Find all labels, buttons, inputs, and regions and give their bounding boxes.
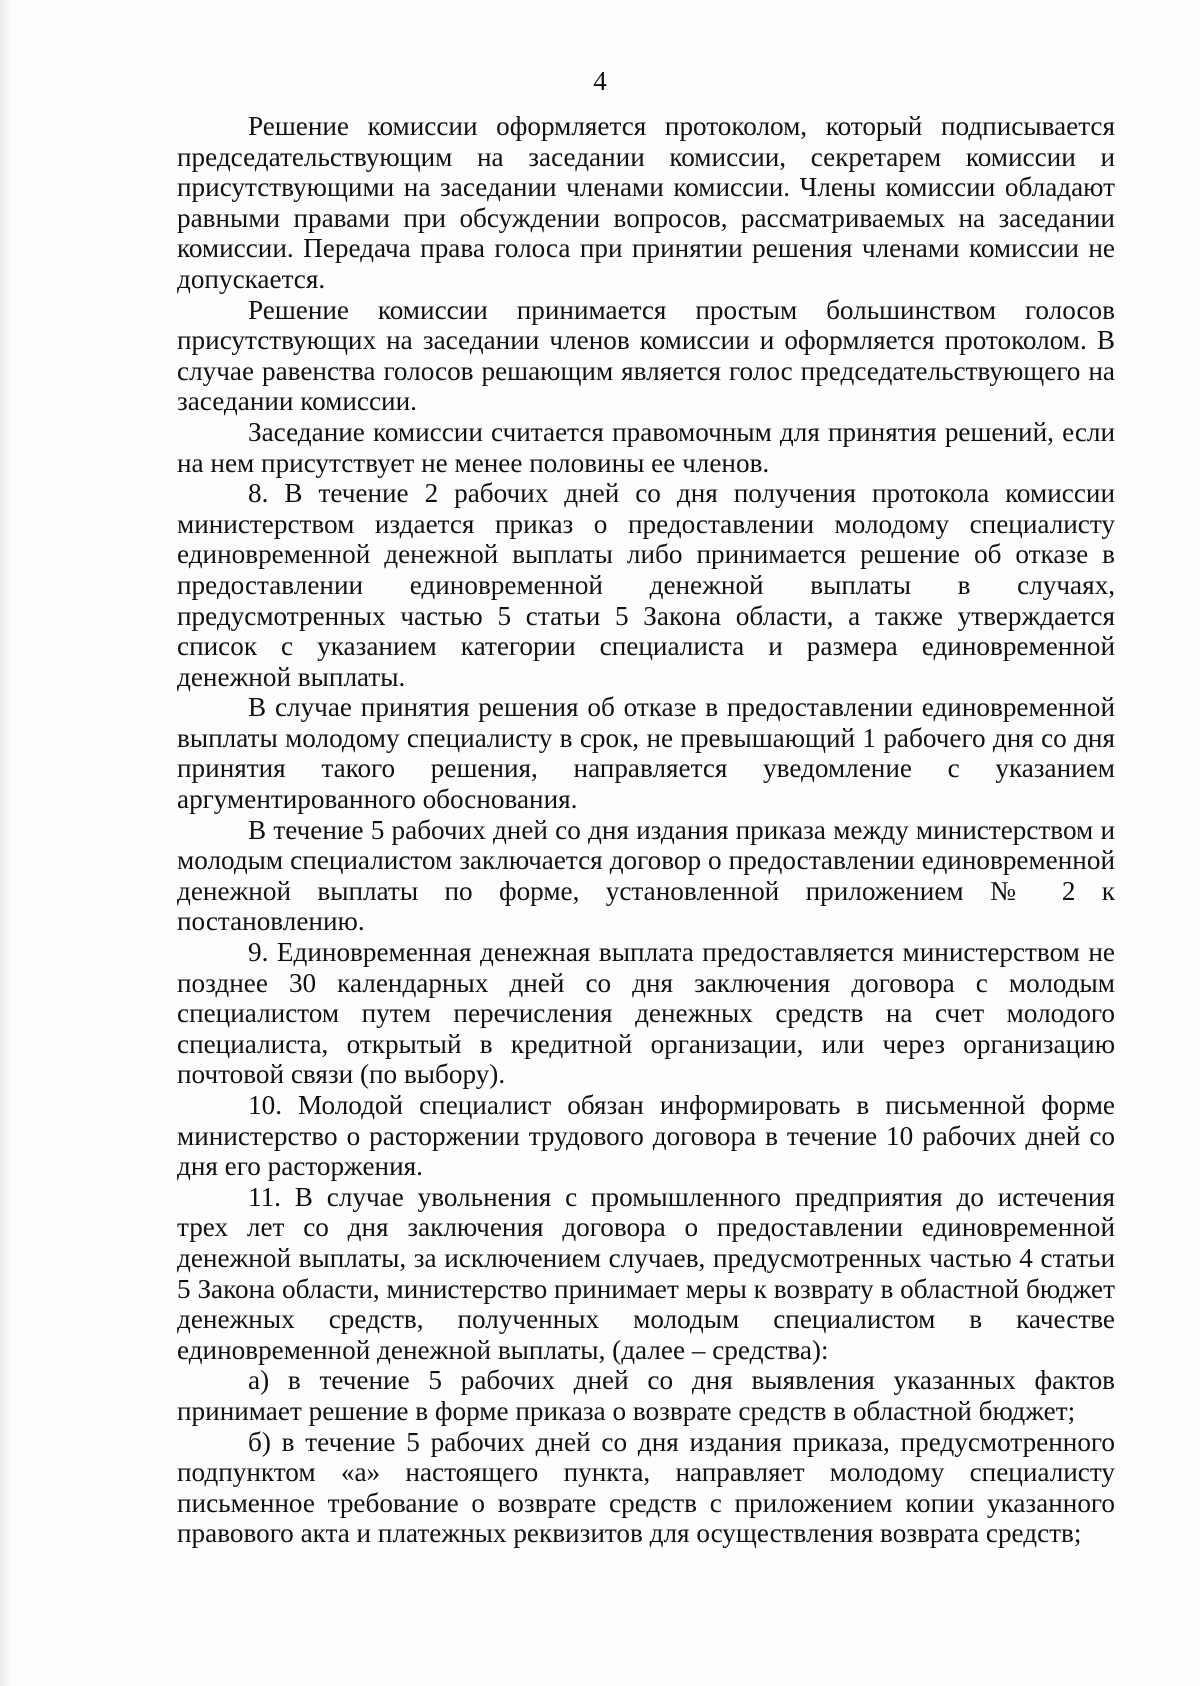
paragraph-subitem-a: а) в течение 5 рабочих дней со дня выявления указанных фактов принимает решение в форме приказа о возврате средств в областной бюджет; bbox=[177, 1365, 1115, 1426]
paragraph-subitem-b: б) в течение 5 рабочих дней со дня издания приказа, предусмотренного подпунктом «а» настоящего пункта, направляет молодому специалисту письменное требование о возврате средств с приложением копии указанного правового акта и платежных реквизитов для осуществления возврата средств; bbox=[177, 1426, 1115, 1549]
paragraph-item-11: 11. В случае увольнения с промышленного предприятия до истечения трех лет со дня заключения договора о предоставлении единовременной денежной выплаты, за исключением случаев, предусмотренных частью 4 статьи 5 Закона области, министерство принимает меры к возврату в областной бюджет денежных средств, полученных молодым специалистом в качестве единовременной денежной выплаты, (далее – средства): bbox=[177, 1181, 1115, 1365]
scan-edge bbox=[0, 0, 12, 1686]
paragraph-commission-protocol: Решение комиссии оформляется протоколом, который подписывается председательствующим на заседании комиссии, секретарем комиссии и присутствующими на заседании членами комиссии. Члены комиссии обладают равными правами при обсуждении вопросов, рассматриваемых на заседании комиссии. Передача права голоса при принятии решения членами комиссии не допускается. bbox=[177, 111, 1115, 294]
paragraph-refusal-notice: В случае принятия решения об отказе в предоставлении единовременной выплаты молодому специалисту в срок, не превышающий 1 рабочего дня со дня принятия такого решения, направляется уведомление с указанием аргументированного обоснования. bbox=[177, 692, 1115, 815]
document-body bbox=[177, 111, 1115, 1549]
paragraph-contract: В течение 5 рабочих дней со дня издания приказа между министерством и молодым специалистом заключается договор о предоставлении единовременной денежной выплаты по форме, установленной приложением № 2 к постановлению. bbox=[177, 814, 1115, 937]
page-number: 4 bbox=[593, 66, 607, 96]
paragraph-item-8: 8. В течение 2 рабочих дней со дня получения протокола комиссии министерством издается приказ о предоставлении молодому специалисту единовременной денежной выплаты либо принимается решение об отказе в предоставлении единовременной денежной выплаты в случаях, предусмотренных частью 5 статьи 5 Закона области, а также утверждается список с указанием категории специалиста и размера единовременной денежной выплаты. bbox=[177, 478, 1115, 692]
paragraph-quorum: Заседание комиссии считается правомочным для принятия решений, если на нем присутствует не менее половины ее членов. bbox=[177, 416, 1115, 478]
paragraph-majority-vote: Решение комиссии принимается простым большинством голосов присутствующих на заседании членов комиссии и оформляется протоколом. В случае равенства голосов решающим является голос председательствующего на заседании комиссии. bbox=[177, 294, 1115, 417]
paragraph-item-9: 9. Единовременная денежная выплата предоставляется министерством не позднее 30 календарных дней со дня заключения договора с молодым специалистом путем перечисления денежных средств на счет молодого специалиста, открытый в кредитной организации, или через организацию почтовой связи (по выбору). bbox=[177, 937, 1115, 1090]
paragraph-item-10: 10. Молодой специалист обязан информировать в письменной форме министерство о расторжении трудового договора в течение 10 рабочих дней со дня его расторжения. bbox=[177, 1090, 1115, 1182]
